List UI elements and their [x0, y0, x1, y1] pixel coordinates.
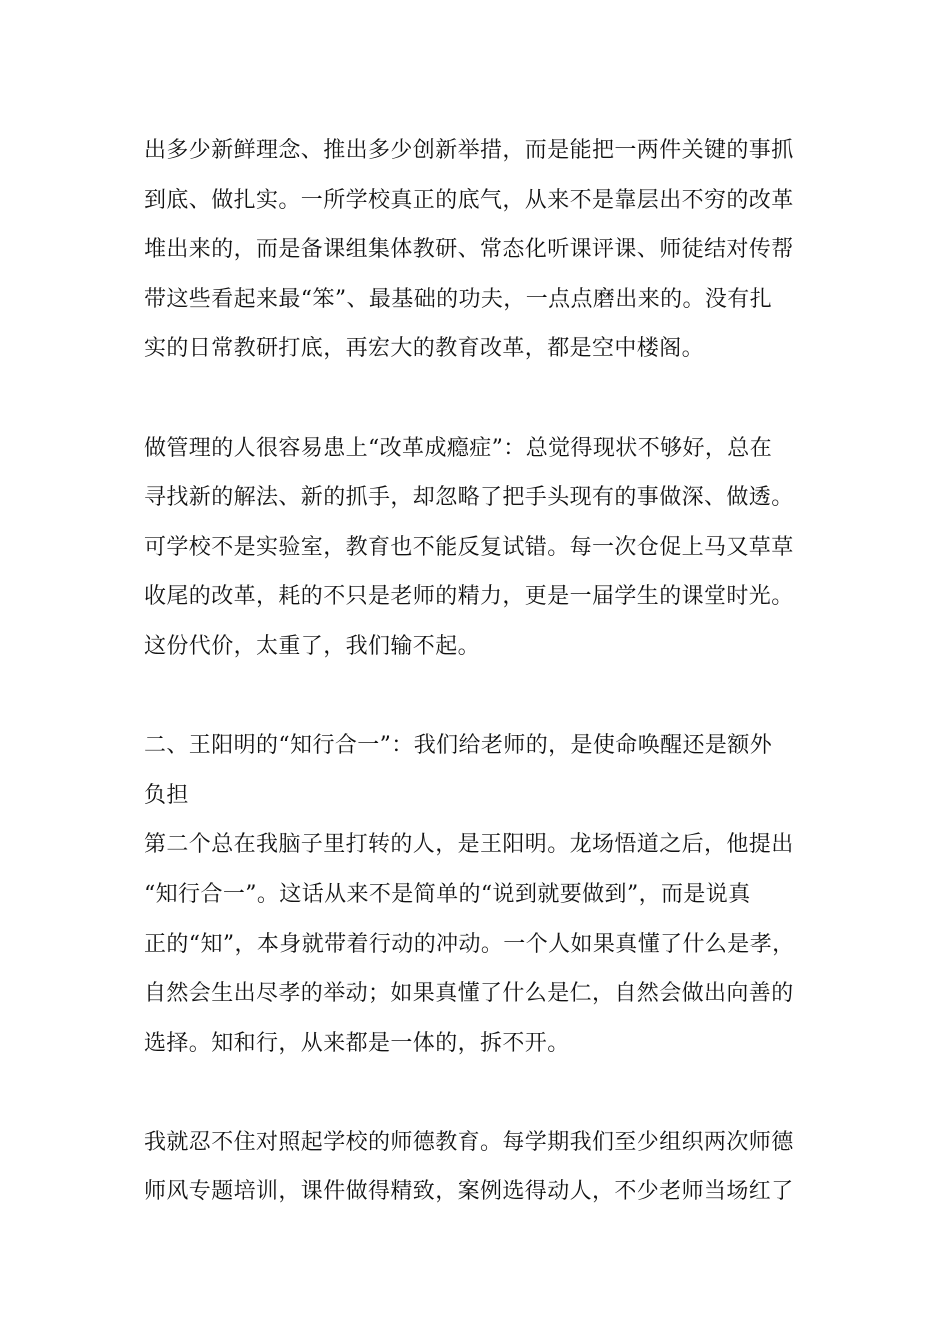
paragraph-gap [144, 672, 824, 722]
text-line: 堆出来的，而是备课组集体教研、常态化听课评课、师徒结对传帮 [144, 237, 794, 263]
text-line: “知行合一”。这话从来不是简单的“说到就要做到”，而是说真 [144, 881, 751, 907]
text-line: 选择。知和行，从来都是一体的，拆不开。 [144, 1030, 570, 1056]
section-heading-line: 负担 [144, 782, 189, 808]
text-line: 出多少新鲜理念、推出多少创新举措，而是能把一两件关键的事抓 [144, 138, 794, 163]
text-line: 这份代价，太重了，我们输不起。 [144, 633, 481, 659]
text-line: 寻找新的解法、新的抓手，却忽略了把手头现有的事做深、做透。 [144, 485, 794, 511]
text-line: 到底、做扎实。一所学校真正的底气，从来不是靠层出不穷的改革 [144, 187, 794, 213]
text-line: 可学校不是实验室，教育也不能反复试错。每一次仓促上马又草草 [144, 534, 794, 560]
text-line: 我就忍不住对照起学校的师德教育。每学期我们至少组织两次师德 [144, 1129, 794, 1155]
text-line: 第二个总在我脑子里打转的人，是王阳明。龙场悟道之后，他提出 [144, 832, 794, 858]
text-line: 做管理的人很容易患上“改革成瘾症”：总觉得现状不够好，总在 [144, 435, 773, 461]
section-heading-line: 二、王阳明的“知行合一”：我们给老师的，是使命唤醒还是额外 [144, 733, 773, 759]
text-line: 收尾的改革，耗的不只是老师的精力，更是一届学生的课堂时光。 [144, 584, 794, 610]
text-line: 正的“知”，本身就带着行动的冲动。一个人如果真懂了什么是孝， [144, 931, 795, 957]
text-line: 师风专题培训，课件做得精致，案例选得动人，不少老师当场红了 [144, 1179, 794, 1205]
text-line: 带这些看起来最“笨”、最基础的功夫，一点点磨出来的。没有扎 [144, 286, 773, 312]
text-line: 自然会生出尽孝的举动；如果真懂了什么是仁，自然会做出向善的 [144, 981, 794, 1007]
text-line: 实的日常教研打底，再宏大的教育改革，都是空中楼阁。 [144, 336, 705, 362]
paragraph-gap [144, 1068, 824, 1118]
document-body [144, 126, 824, 1217]
paragraph-gap [144, 374, 824, 424]
